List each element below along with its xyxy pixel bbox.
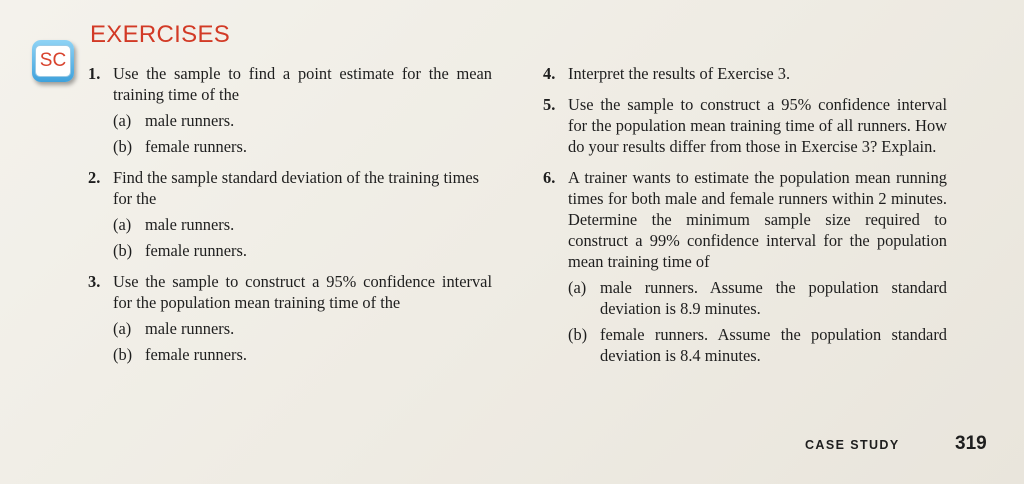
part-text: male runners. [145, 111, 235, 130]
part-text: male runners. Assume the population standard deviation is 8.9 minutes. [600, 278, 947, 318]
part-label: (a) [113, 111, 132, 130]
part-text: male runners. [145, 215, 235, 234]
part-label: (b) [113, 241, 133, 260]
part-text: male runners. [145, 319, 235, 338]
exercise-part [113, 214, 492, 235]
part-label: (b) [568, 325, 588, 344]
exercise-text: Interpret the results of Exercise 3. [568, 64, 791, 83]
exercise-part [113, 110, 492, 131]
part-text: female runners. [145, 345, 247, 364]
exercise-part [568, 324, 947, 366]
exercise-2 [88, 167, 492, 261]
part-label: (b) [113, 345, 133, 364]
part-text: female runners. Assume the population standard deviation is 8.4 minutes. [600, 325, 947, 365]
part-label: (a) [568, 278, 587, 297]
exercise-6 [543, 167, 947, 366]
part-text: female runners. [145, 241, 247, 260]
sc-badge [32, 40, 74, 82]
exercise-1 [88, 63, 492, 157]
part-label: (b) [113, 137, 133, 156]
part-label: (a) [113, 215, 132, 234]
exercises-heading: EXERCISES [90, 21, 231, 48]
exercise-5 [543, 94, 947, 157]
exercise-part [113, 136, 492, 157]
exercise-number: 4. [543, 64, 556, 83]
exercises-column-left [88, 63, 492, 375]
exercise-number: 3. [88, 272, 101, 291]
exercise-3 [88, 271, 492, 365]
exercise-text: Use the sample to find a point estimate for the mean training time of the [113, 64, 492, 104]
exercise-part [568, 277, 947, 319]
part-text: female runners. [145, 137, 247, 156]
exercise-number: 5. [543, 95, 556, 114]
exercise-part [113, 240, 492, 261]
part-label: (a) [113, 319, 132, 338]
exercise-number: 6. [543, 168, 556, 187]
sc-badge-label: SC [35, 45, 71, 77]
section-label: CASE STUDY [805, 438, 900, 452]
exercise-part [113, 344, 492, 365]
exercise-text: Use the sample to construct a 95% confidence interval for the population mean training time of all runners. How do your results differ from those in Exercise 3? Explain. [568, 95, 947, 156]
exercise-text: Find the sample standard deviation of the training times for the [113, 168, 479, 208]
exercise-number: 2. [88, 168, 101, 187]
exercise-4 [543, 63, 947, 84]
exercise-part [113, 318, 492, 339]
exercises-column-right [543, 63, 947, 376]
page-number: 319 [955, 433, 987, 454]
exercise-text: A trainer wants to estimate the population mean running times for both male and female runners within 2 minutes. Determine the minimum sample size required to construct a 99% confidence interval for the population mean training time of [568, 168, 947, 271]
exercise-number: 1. [88, 64, 101, 83]
exercise-text: Use the sample to construct a 95% confidence interval for the population mean training time of the [113, 272, 492, 312]
